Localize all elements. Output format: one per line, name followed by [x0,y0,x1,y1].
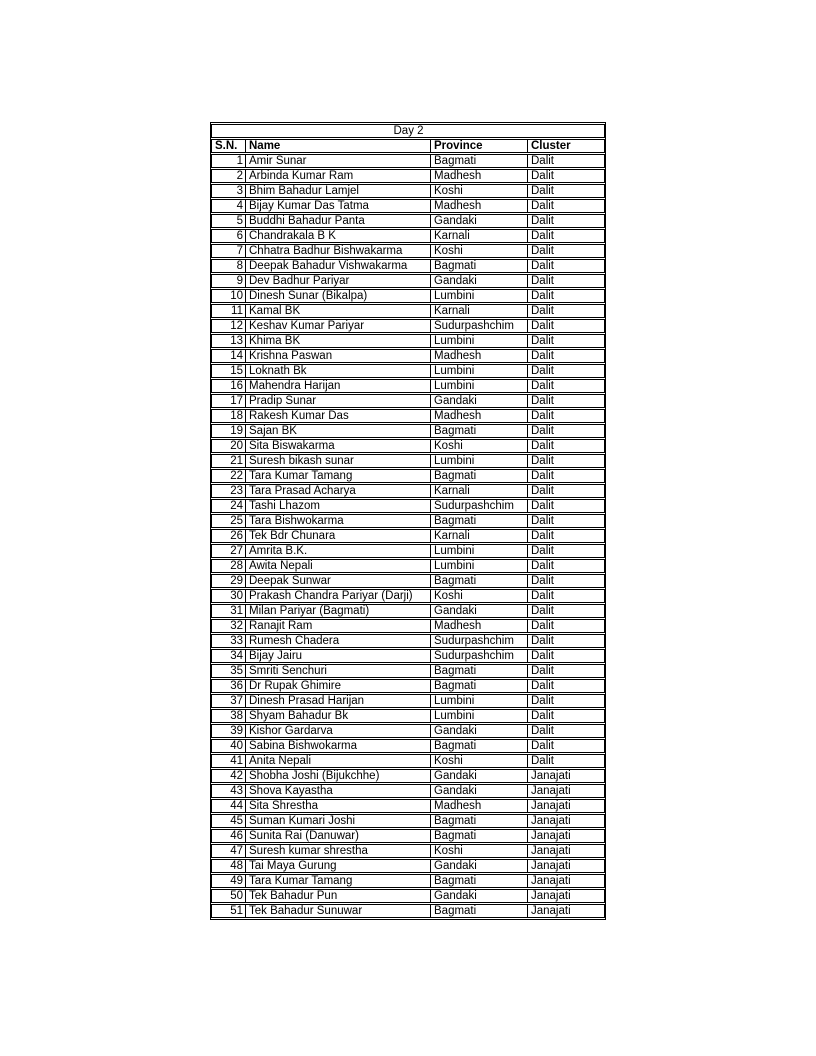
cluster-cell: Janajati [527,769,605,783]
cluster-cell: Janajati [527,859,605,873]
sn-cell: 27 [211,544,245,558]
sn-cell: 43 [211,784,245,798]
name-cell: Shyam Bahadur Bk [245,709,430,723]
sn-cell: 2 [211,169,245,183]
sn-cell: 18 [211,409,245,423]
name-cell: Smriti Senchuri [245,664,430,678]
column-header-province: Province [430,139,527,153]
province-cell: Karnali [430,304,527,318]
province-cell: Koshi [430,439,527,453]
table-row [211,334,605,348]
name-cell: Tara Bishwokarma [245,514,430,528]
table-row [211,889,605,903]
table-row [211,499,605,513]
cluster-cell: Dalit [527,679,605,693]
province-cell: Sudurpashchim [430,499,527,513]
table-row [211,289,605,303]
cluster-cell: Dalit [527,649,605,663]
sn-cell: 30 [211,589,245,603]
table-row [211,259,605,273]
province-cell: Lumbini [430,694,527,708]
name-cell: Deepak Sunwar [245,574,430,588]
province-cell: Lumbini [430,454,527,468]
cluster-cell: Dalit [527,499,605,513]
table-row [211,799,605,813]
table-row [211,484,605,498]
sn-cell: 25 [211,514,245,528]
province-cell: Lumbini [430,559,527,573]
table-row [211,754,605,768]
table-row [211,844,605,858]
province-cell: Lumbini [430,289,527,303]
sn-cell: 48 [211,859,245,873]
province-cell: Lumbini [430,364,527,378]
sn-cell: 6 [211,229,245,243]
province-cell: Bagmati [430,664,527,678]
cluster-cell: Dalit [527,619,605,633]
province-cell: Madhesh [430,619,527,633]
sn-cell: 8 [211,259,245,273]
name-cell: Krishna Paswan [245,349,430,363]
province-cell: Madhesh [430,409,527,423]
province-cell: Bagmati [430,574,527,588]
name-cell: Chandrakala B K [245,229,430,243]
table-row [211,604,605,618]
table-row [211,694,605,708]
sn-cell: 12 [211,319,245,333]
province-cell: Bagmati [430,874,527,888]
province-cell: Gandaki [430,394,527,408]
cluster-cell: Dalit [527,319,605,333]
province-cell: Madhesh [430,169,527,183]
table-row [211,589,605,603]
table-row [211,454,605,468]
name-cell: Ranajit Ram [245,619,430,633]
cluster-cell: Dalit [527,694,605,708]
cluster-cell: Janajati [527,904,605,918]
table-row [211,724,605,738]
sn-cell: 26 [211,529,245,543]
cluster-cell: Dalit [527,169,605,183]
sn-cell: 49 [211,874,245,888]
name-cell: Deepak Bahadur Vishwakarma [245,259,430,273]
name-cell: Pradip Sunar [245,394,430,408]
name-cell: Tek Bahadur Sunuwar [245,904,430,918]
name-cell: Prakash Chandra Pariyar (Darji) [245,589,430,603]
sn-cell: 16 [211,379,245,393]
sn-cell: 35 [211,664,245,678]
table-title-row [211,124,605,138]
name-cell: Sabina Bishwokarma [245,739,430,753]
sn-cell: 44 [211,799,245,813]
table-row [211,349,605,363]
name-cell: Sunita Rai (Danuwar) [245,829,430,843]
table-row [211,664,605,678]
name-cell: Bijay Kumar Das Tatma [245,199,430,213]
cluster-cell: Dalit [527,439,605,453]
sn-cell: 10 [211,289,245,303]
name-cell: Bhim Bahadur Lamjel [245,184,430,198]
province-cell: Bagmati [430,679,527,693]
province-cell: Karnali [430,484,527,498]
cluster-cell: Dalit [527,559,605,573]
table-row [211,514,605,528]
province-cell: Sudurpashchim [430,649,527,663]
table-row [211,634,605,648]
table-row [211,214,605,228]
cluster-cell: Dalit [527,484,605,498]
name-cell: Amrita B.K. [245,544,430,558]
table-row [211,784,605,798]
province-cell: Lumbini [430,709,527,723]
sn-cell: 9 [211,274,245,288]
sn-cell: 37 [211,694,245,708]
name-cell: Bijay Jairu [245,649,430,663]
name-cell: Sita Shrestha [245,799,430,813]
province-cell: Bagmati [430,154,527,168]
table-row [211,544,605,558]
name-cell: Loknath Bk [245,364,430,378]
cluster-cell: Dalit [527,514,605,528]
name-cell: Suresh kumar shrestha [245,844,430,858]
cluster-cell: Janajati [527,814,605,828]
name-cell: Tara Kumar Tamang [245,874,430,888]
province-cell: Lumbini [430,334,527,348]
name-cell: Khima BK [245,334,430,348]
table-row [211,169,605,183]
name-cell: Sita Biswakarma [245,439,430,453]
name-cell: Rakesh Kumar Das [245,409,430,423]
table-title: Day 2 [211,124,605,138]
name-cell: Dinesh Sunar (Bikalpa) [245,289,430,303]
table-row [211,274,605,288]
sn-cell: 41 [211,754,245,768]
cluster-cell: Dalit [527,304,605,318]
table-row [211,679,605,693]
province-cell: Madhesh [430,349,527,363]
sn-cell: 4 [211,199,245,213]
name-cell: Buddhi Bahadur Panta [245,214,430,228]
table-row [211,829,605,843]
sn-cell: 17 [211,394,245,408]
table-row [211,184,605,198]
sn-cell: 21 [211,454,245,468]
cluster-cell: Dalit [527,229,605,243]
sn-cell: 20 [211,439,245,453]
name-cell: Shobha Joshi (Bijukchhe) [245,769,430,783]
table-row [211,154,605,168]
province-cell: Karnali [430,229,527,243]
table-row [211,574,605,588]
cluster-cell: Dalit [527,724,605,738]
name-cell: Mahendra Harijan [245,379,430,393]
province-cell: Karnali [430,529,527,543]
cluster-cell: Janajati [527,829,605,843]
table-row [211,394,605,408]
table-row [211,409,605,423]
name-cell: Shova Kayastha [245,784,430,798]
cluster-cell: Dalit [527,259,605,273]
name-cell: Anita Nepali [245,754,430,768]
sn-cell: 32 [211,619,245,633]
cluster-cell: Dalit [527,529,605,543]
province-cell: Koshi [430,589,527,603]
name-cell: Tara Kumar Tamang [245,469,430,483]
table-row [211,379,605,393]
table-row [211,709,605,723]
sn-cell: 7 [211,244,245,258]
sn-cell: 42 [211,769,245,783]
cluster-cell: Dalit [527,469,605,483]
province-cell: Sudurpashchim [430,634,527,648]
table-row [211,529,605,543]
sn-cell: 33 [211,634,245,648]
table-row [211,769,605,783]
cluster-cell: Janajati [527,784,605,798]
province-cell: Gandaki [430,889,527,903]
cluster-cell: Dalit [527,394,605,408]
cluster-cell: Dalit [527,379,605,393]
table-row [211,904,605,918]
cluster-cell: Dalit [527,709,605,723]
table-body [211,154,605,918]
province-cell: Gandaki [430,274,527,288]
name-cell: Tek Bdr Chunara [245,529,430,543]
table-row [211,229,605,243]
sn-cell: 13 [211,334,245,348]
province-cell: Koshi [430,244,527,258]
province-cell: Koshi [430,184,527,198]
province-cell: Gandaki [430,214,527,228]
cluster-cell: Janajati [527,874,605,888]
sn-cell: 38 [211,709,245,723]
sn-cell: 24 [211,499,245,513]
province-cell: Sudurpashchim [430,319,527,333]
sn-cell: 34 [211,649,245,663]
cluster-cell: Dalit [527,574,605,588]
table-header-row [211,139,605,153]
table-row [211,814,605,828]
table-row [211,469,605,483]
sn-cell: 46 [211,829,245,843]
table-row [211,649,605,663]
cluster-cell: Dalit [527,154,605,168]
sn-cell: 47 [211,844,245,858]
name-cell: Suman Kumari Joshi [245,814,430,828]
province-cell: Lumbini [430,379,527,393]
column-header-name: Name [245,139,430,153]
cluster-cell: Dalit [527,589,605,603]
cluster-cell: Dalit [527,289,605,303]
name-cell: Tek Bahadur Pun [245,889,430,903]
name-cell: Amir Sunar [245,154,430,168]
table-row [211,424,605,438]
sn-cell: 51 [211,904,245,918]
table-row [211,874,605,888]
sn-cell: 14 [211,349,245,363]
cluster-cell: Dalit [527,424,605,438]
name-cell: Kishor Gardarva [245,724,430,738]
province-cell: Bagmati [430,424,527,438]
province-cell: Bagmati [430,259,527,273]
province-cell: Koshi [430,754,527,768]
sn-cell: 28 [211,559,245,573]
name-cell: Keshav Kumar Pariyar [245,319,430,333]
cluster-cell: Dalit [527,454,605,468]
cluster-cell: Dalit [527,214,605,228]
sn-cell: 11 [211,304,245,318]
name-cell: Rumesh Chadera [245,634,430,648]
cluster-cell: Dalit [527,349,605,363]
name-cell: Chhatra Badhur Bishwakarma [245,244,430,258]
province-cell: Lumbini [430,544,527,558]
cluster-cell: Dalit [527,634,605,648]
name-cell: Tashi Lhazom [245,499,430,513]
province-cell: Gandaki [430,724,527,738]
province-cell: Gandaki [430,784,527,798]
cluster-cell: Dalit [527,334,605,348]
province-cell: Bagmati [430,904,527,918]
sn-cell: 50 [211,889,245,903]
day2-roster-table [210,122,606,920]
sn-cell: 45 [211,814,245,828]
cluster-cell: Dalit [527,664,605,678]
name-cell: Sajan BK [245,424,430,438]
cluster-cell: Dalit [527,739,605,753]
sn-cell: 40 [211,739,245,753]
province-cell: Bagmati [430,829,527,843]
name-cell: Tara Prasad Acharya [245,484,430,498]
sn-cell: 22 [211,469,245,483]
cluster-cell: Dalit [527,409,605,423]
table-row [211,739,605,753]
province-cell: Madhesh [430,199,527,213]
column-header-sn: S.N. [211,139,245,153]
cluster-cell: Dalit [527,199,605,213]
province-cell: Madhesh [430,799,527,813]
province-cell: Gandaki [430,859,527,873]
province-cell: Bagmati [430,739,527,753]
sn-cell: 3 [211,184,245,198]
cluster-cell: Dalit [527,604,605,618]
table-row [211,199,605,213]
table-row [211,439,605,453]
cluster-cell: Dalit [527,274,605,288]
cluster-cell: Dalit [527,544,605,558]
name-cell: Dr Rupak Ghimire [245,679,430,693]
column-header-cluster: Cluster [527,139,605,153]
table-row [211,559,605,573]
sn-cell: 1 [211,154,245,168]
name-cell: Suresh bikash sunar [245,454,430,468]
cluster-cell: Dalit [527,244,605,258]
sn-cell: 23 [211,484,245,498]
sn-cell: 19 [211,424,245,438]
name-cell: Milan Pariyar (Bagmati) [245,604,430,618]
name-cell: Kamal BK [245,304,430,318]
sn-cell: 5 [211,214,245,228]
table-row [211,319,605,333]
province-cell: Koshi [430,844,527,858]
sn-cell: 36 [211,679,245,693]
cluster-cell: Janajati [527,799,605,813]
sn-cell: 15 [211,364,245,378]
province-cell: Bagmati [430,814,527,828]
province-cell: Gandaki [430,604,527,618]
sn-cell: 31 [211,604,245,618]
cluster-cell: Dalit [527,184,605,198]
table-row [211,364,605,378]
sn-cell: 29 [211,574,245,588]
name-cell: Tai Maya Gurung [245,859,430,873]
table-row [211,859,605,873]
cluster-cell: Dalit [527,364,605,378]
province-cell: Gandaki [430,769,527,783]
province-cell: Bagmati [430,469,527,483]
table-row [211,244,605,258]
sn-cell: 39 [211,724,245,738]
cluster-cell: Dalit [527,754,605,768]
cluster-cell: Janajati [527,844,605,858]
name-cell: Dev Badhur Pariyar [245,274,430,288]
table-row [211,619,605,633]
cluster-cell: Janajati [527,889,605,903]
table-row [211,304,605,318]
province-cell: Bagmati [430,514,527,528]
name-cell: Dinesh Prasad Harijan [245,694,430,708]
name-cell: Arbinda Kumar Ram [245,169,430,183]
name-cell: Awita Nepali [245,559,430,573]
